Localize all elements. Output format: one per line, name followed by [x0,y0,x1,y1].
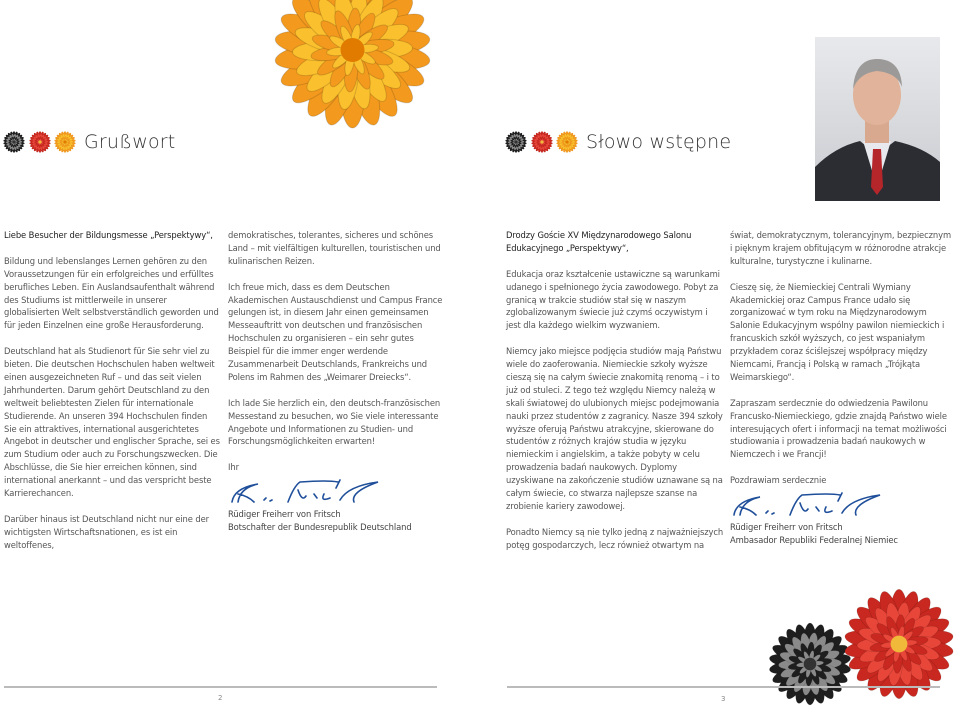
signer-name: Rüdiger Freiherr von Fritsch [730,522,843,533]
orange-flower-icon [54,131,76,153]
page-number-right: 3 [721,695,726,703]
paragraph: Ponadto Niemcy są nie tylko jedną z najważniejszych potęg gospodarczych, lecz również otwartym na [506,526,724,550]
paragraph: Edukacja oraz kształcenie ustawiczne są warunkami udanego i spełnionego życia zawodowego. Pobyt za granicą w trakcie studiów stał się w naszym zglobalizowanym świecie już czymś oczywistym i jest dla każdego wielkim wyzwaniem. [506,268,720,331]
paragraph: świat, demokratycznym, tolerancyjnym, bezpiecznym i pięknym krajem obfitującym w różnorodne atrakcje kulturalne, turystyczne i kulinarne. [730,230,952,266]
letter-column-de-2 [228,229,444,534]
black-flower-icon [3,131,25,153]
paragraph: Ich freue mich, dass es dem Deutschen Akademischen Austauschdienst und Campus France gelungen ist, in diesem Jahr einen gemeinsamen Messeauftritt von deutschen und französischen Hochschulen zu organisieren – ein sehr gutes Beispiel für die immer enger werdende Zusammenarbeit Deutschlands, Frankreichs und Polens im Rahmen des „Weimarer Dreiecks“. [228,281,443,382]
black-flower-illustration [768,622,852,706]
paragraph: Ich lade Sie herzlich ein, den deutsch-französischen Messestand zu besuchen, wo Sie viele interessante Angebote und Informationen zu Studien- und Forschungsmöglichkeiten erwarten! [228,397,441,447]
footer-rule-left [4,686,437,688]
black-flower-icon [505,131,527,153]
signer-title: Ambasador Republiki Federalnej Niemiec [730,534,898,545]
paragraph: Zapraszam serdecznie do odwiedzenia Pawilonu Francusko-Niemieckiego, gdzie znajdą Państwo wiele interesujących ofert i informacji na temat możliwości studiowania i prowadzenia badań naukowych w Niemczech i we Francji! [730,397,947,460]
page-number-left: 2 [218,694,223,702]
letter-column-pl-2 [730,229,952,547]
signature-image [228,476,388,508]
paragraph: Cieszę się, że Niemieckiej Centrali Wymiany Akademickiej oraz Campus France udało się zorganizować w tym roku na Międzynarodowym Salonie Edukacyjnym wspólny pawilon niemieckich i francuskich szkół wyższych, co jest wspaniałym przykładem coraz ściślejszej współpracy między Niemcami, Francją i Polską w ramach „Trójkąta Weimarskiego“. [730,281,945,382]
red-flower-icon [531,131,553,153]
orange-flower-icon [556,131,578,153]
paragraph: Deutschland hat als Studienort für Sie sehr viel zu bieten. Die deutschen Hochschulen haben weltweit einen ausgezeichneten Ruf – und das seit vielen Jahrhunderten. Darum gehört Deutschland zu den weltweit beliebtesten Zielen für internationale Studierende. An unseren 394 Hochschulen finden Sie ein attraktives, international ausgerichtetes Angebot in deutscher und englischer Sprache, sei es zum Studium oder auch zu Forschungszwecken. Die Abschlüsse, die Sie hier erreichen können, sind international anerkannt – und das verspricht beste Karrierechancen. [4,346,220,499]
greeting: Liebe Besucher der Bildungsmesse „Perspektywy“, [4,230,213,240]
paragraph: Niemcy jako miejsce podjęcia studiów mają Państwu wiele do zaoferowania. Niemieckie szkoły wyższe cieszą się na całym świecie znakomitą renomą – i to już od stuleci. Z tego też względu Niemcy należą w skali światowej do ulubionych miejsc podejmowania nauki przez studentów z zagranicy. Nasze 394 szkoły wyższe oferują Państwu atrakcyjne, skierowane do studentów z różnych krajów studia w języku niemieckim i angielskim, a także pobyty w celu prowadzenia badań naukowych. Dyplomy uzyskiwane na zakończenie studiów uznawane są na całym świecie, co stwarza najlepsze szanse na zrobienie kariery zawodowej. [506,346,723,511]
paragraph: Darüber hinaus ist Deutschland nicht nur eine der wichtigsten Wirtschaftsnationen, es ist ein weltoffenes, [4,513,209,550]
signature-image [730,489,890,521]
paragraph: Bildung und lebenslanges Lernen gehören zu den Voraussetzungen für ein erfolgreiches und erfülltes berufliches Leben. Ein Auslandsaufenthalt während des Studiums ist mittlerweile in unserer globalisierten Welt selbstverständlich geworden und für jeden Einzelnen eine große Herausforderung. [4,255,219,331]
page-title-pl: Słowo wstępne [586,131,732,153]
closing: Ihr [228,462,239,473]
paragraph: demokratisches, tolerantes, sicheres und schönes Land – mit vielfältigen kulturellen, touristischen und kulinarischen Reizen. [228,230,441,266]
closing: Pozdrawiam serdecznie [730,475,827,486]
ambassador-portrait-photo [815,37,940,201]
page-title-de: Grußwort [84,131,176,153]
red-flower-icon [29,131,51,153]
greeting: Drodzy Goście XV Międzynarodowego Salonu Edukacyjnego „Perspektywy“, [506,230,692,253]
signer-name: Rüdiger Freiherr von Fritsch [228,509,341,520]
signer-title: Botschafter der Bundesrepublik Deutschland [228,522,412,533]
letter-column-pl-1 [506,229,724,565]
red-flower-illustration [843,588,955,700]
letter-column-de-1 [4,229,222,565]
orange-flower-illustration [270,0,435,130]
footer-rule-right [507,686,940,688]
